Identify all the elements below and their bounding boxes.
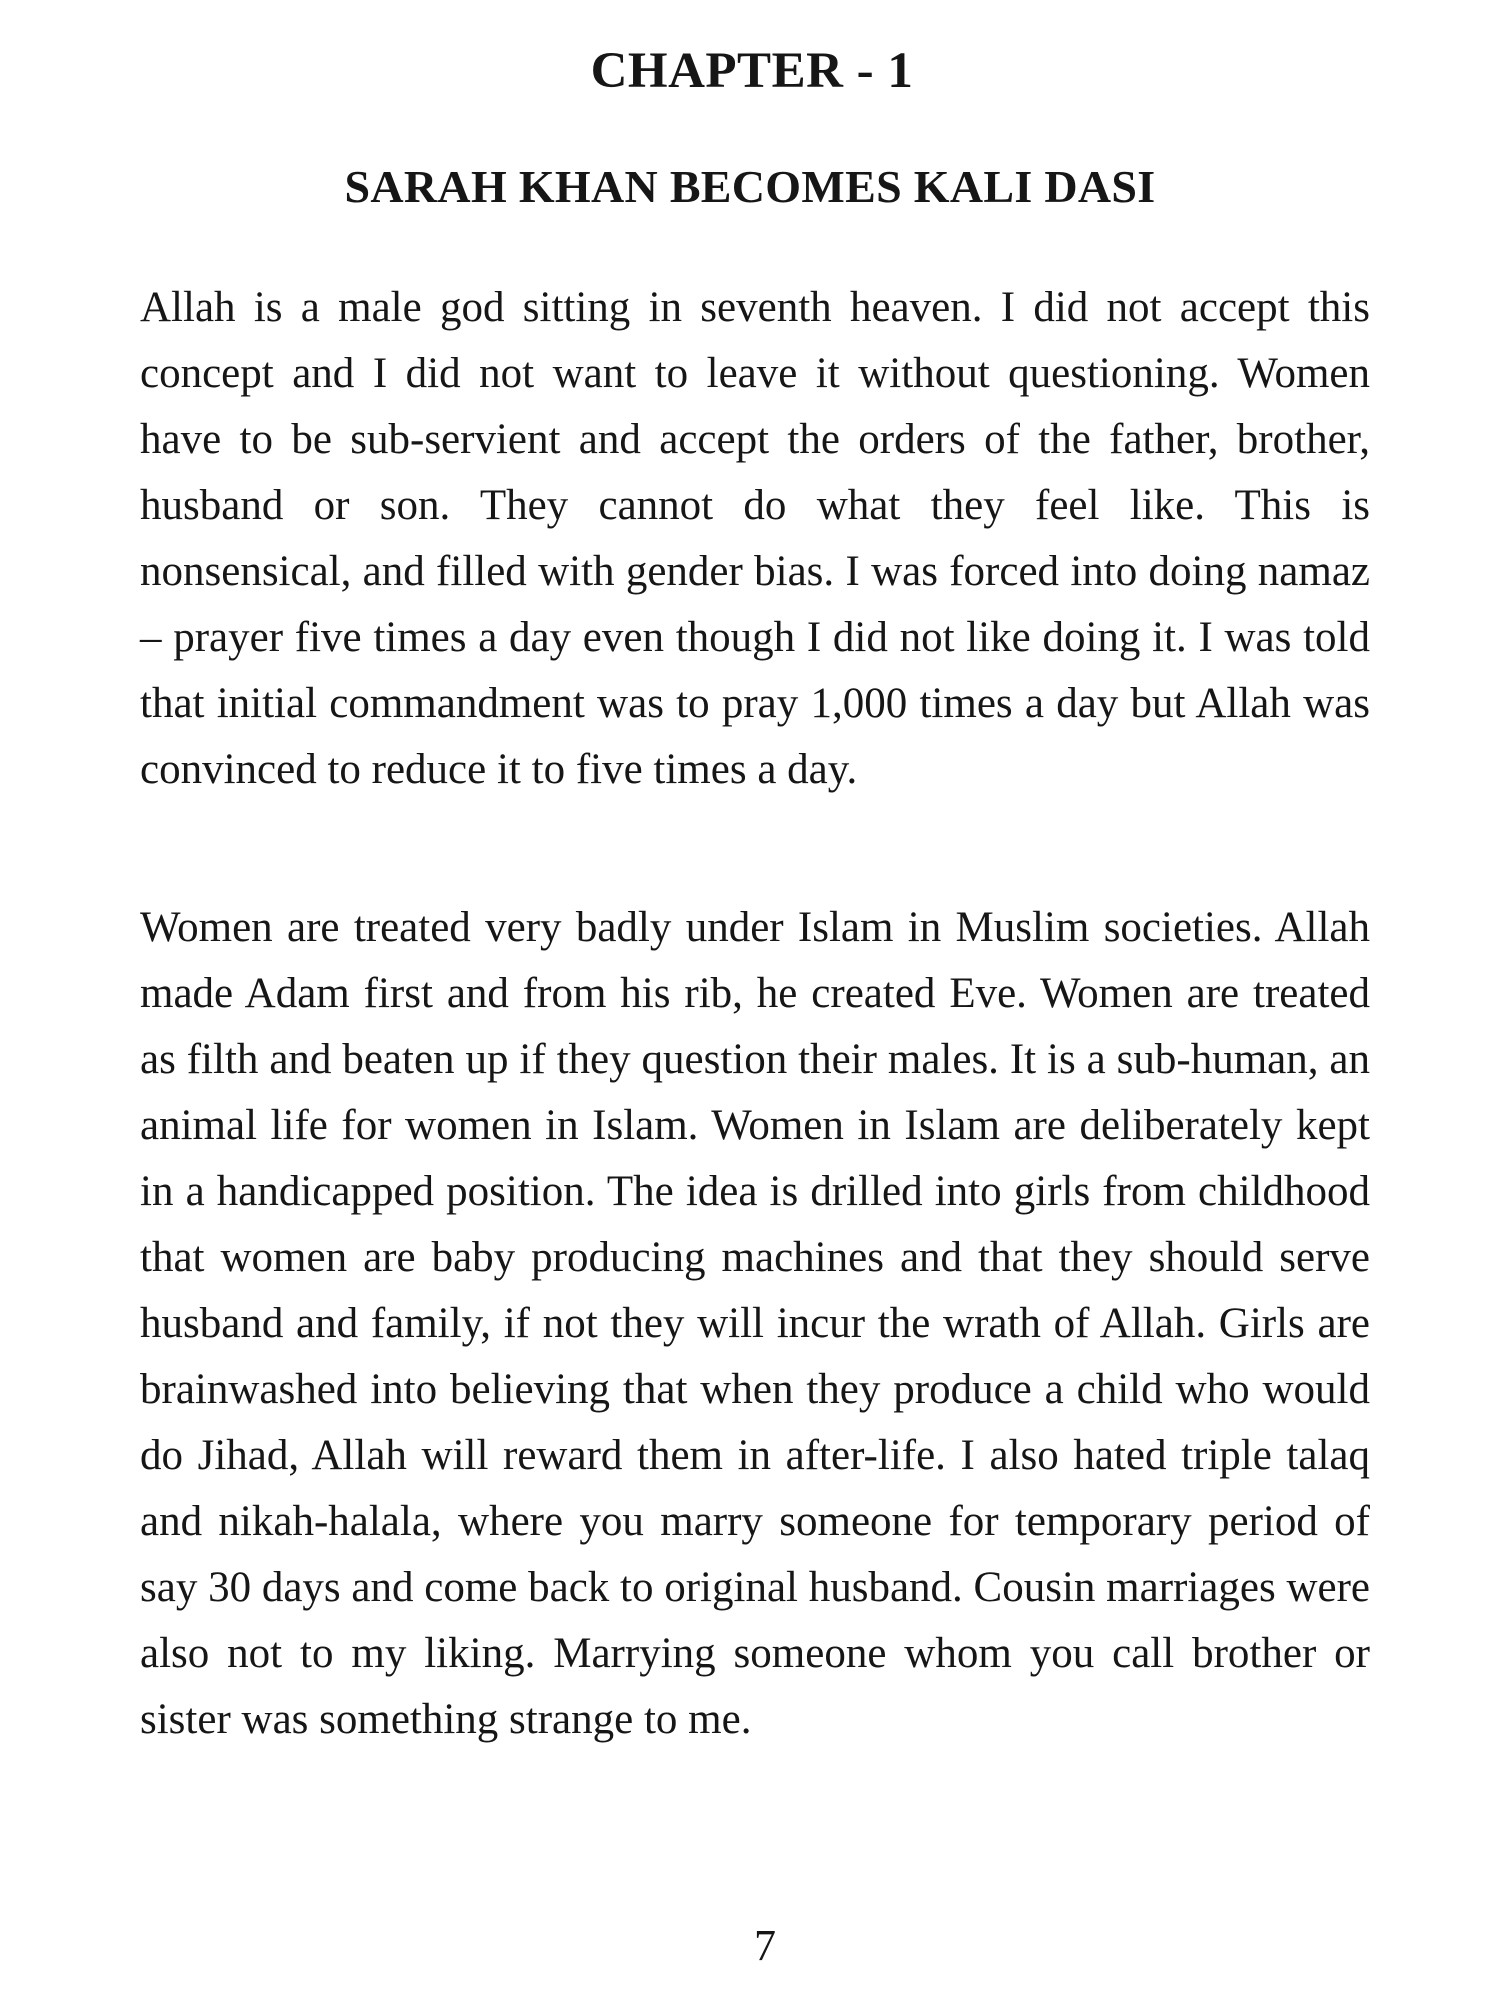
page-number: 7 xyxy=(754,1921,776,1970)
paragraph-2: Women are treated very badly under Islam in Muslim societies. Allah made Adam first and from his rib, he created Eve. Women are treated as filth and beaten up if they question their males. It is a sub-human, an animal life for women in Islam. Women in Islam are deliberately kept in a handicapped position. The idea is drilled into girls from childhood that women are baby producing machines and that they should serve husband and family, if not they will incur the wrath of Allah. Girls are brainwashed into believing that when they produce a child who would do Jihad, Allah will reward them in after-life. I also hated triple talaq and nikah-halala, where you marry someone for temporary period of say 30 days and come back to original husband. Cousin marriages were also not to my liking. Marrying someone whom you call brother or sister was something strange to me. xyxy=(140,904,1370,1743)
paragraph-1: Allah is a male god sitting in seventh heaven. I did not accept this concept and I did not want to leave it without questioning. Women have to be sub-servient and accept the orders of the father, brother, husband or son. They cannot do what they feel like. This is nonsensical, and filled with gender bias. I was forced into doing namaz – prayer five times a day even though I did not like doing it. I was told that initial commandment was to pray 1,000 times a day but Allah was convinced to reduce it to five times a day. xyxy=(140,284,1370,793)
chapter-title: SARAH KHAN BECOMES KALI DASI xyxy=(344,161,1156,212)
chapter-heading: CHAPTER - 1 xyxy=(590,43,914,99)
